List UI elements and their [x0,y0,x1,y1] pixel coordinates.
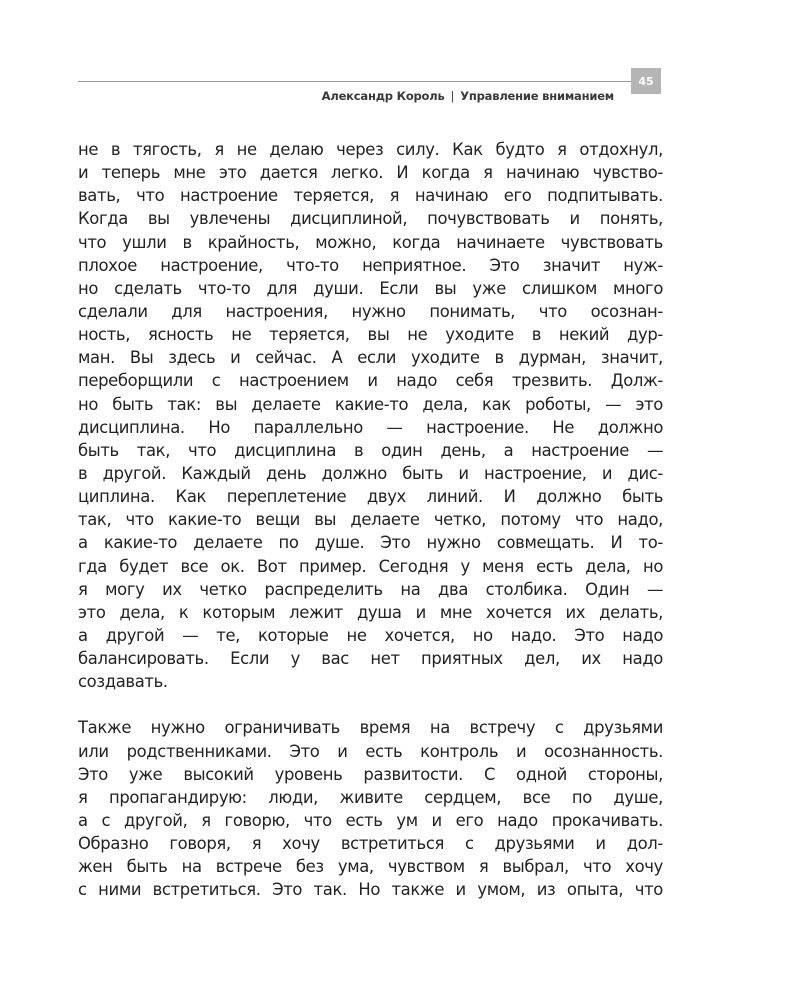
page-number: 45 [631,68,661,94]
text-line: дисциплина. Но параллельно — настроение. Не должно [78,417,663,437]
text-line: Когда вы увлечены дисциплиной, почувствовать и понять, [78,209,663,229]
paragraph-gap [78,693,663,716]
text-line: балансировать. Если у вас нет приятных дел, их надо [78,649,663,669]
text-line: вать, что настроение теряется, я начинаю его подпитывать. [78,186,663,206]
paragraph-2 [78,716,663,901]
text-line: но сделать что-то для души. Если вы уже слишком много [78,278,663,298]
text-line: я пропагандирую: люди, живите сердцем, все по душе, [78,787,663,807]
text-line: Образно говоря, я хочу встретиться с друзьями и дол- [78,834,663,854]
text-line: я могу их четко распределить на два столбика. Один — [78,579,663,599]
paragraph-1 [78,138,663,693]
book-title: Управление вниманием [460,89,614,103]
header-rule [78,81,631,82]
text-line: или родственниками. Это и есть контроль и осознанность. [78,741,663,761]
text-line: создавать. [78,672,168,692]
text-line: сделали для настроения, нужно понимать, что осознан- [78,301,663,321]
text-line: а с другой, я говорю, что есть ум и его надо прокачивать. [78,810,663,830]
text-line: Также нужно ограничивать время на встречу с друзьями [78,718,663,738]
text-line: что ушли в крайность, можно, когда начинаете чувствовать [78,232,663,252]
text-line: циплина. Как переплетение двух линий. И должно быть [78,487,663,507]
text-line: а другой — те, которые не хочется, но надо. Это надо [78,625,663,645]
text-line: в другой. Каждый день должно быть и настроение, и дис- [78,463,663,483]
text-line: но быть так: вы делаете какие-то дела, как роботы, — это [78,394,663,414]
text-line: это дела, к которым лежит душа и мне хочется их делать, [78,602,663,622]
text-line: переборщили с настроением и надо себя трезвить. Долж- [78,371,663,391]
text-line: гда будет все ок. Вот пример. Сегодня у меня есть дела, но [78,556,663,576]
text-line: не в тягость, я не делаю через силу. Как будто я отдохнул, [78,140,663,159]
text-line: и теперь мне это дается легко. И когда я начинаю чувство- [78,163,663,183]
text-line: ность, ясность не теряется, вы не уходите в некий дур- [78,325,663,345]
text-line: с ними встретиться. Это так. Но также и умом, из опыта, что [78,880,663,900]
text-line: так, что какие-то вещи вы делаете четко, потому что надо, [78,510,663,530]
text-line: плохое настроение, что-то неприятное. Это значит нуж- [78,255,663,275]
text-line: ман. Вы здесь и сейчас. А если уходите в дурман, значит, [78,348,663,368]
running-head [322,89,614,103]
text-line: а какие-то делаете по душе. Это нужно совмещать. И то- [78,533,663,553]
text-line: быть так, что дисциплина в один день, а настроение — [78,440,663,460]
text-line: жен быть на встрече без ума, чувством я выбрал, что хочу [78,857,663,877]
text-line: Это уже высокий уровень развитости. С одной стороны, [78,764,663,784]
author-name: Александр Король [321,89,445,103]
header-separator: | [450,89,455,103]
body-text [78,138,663,902]
